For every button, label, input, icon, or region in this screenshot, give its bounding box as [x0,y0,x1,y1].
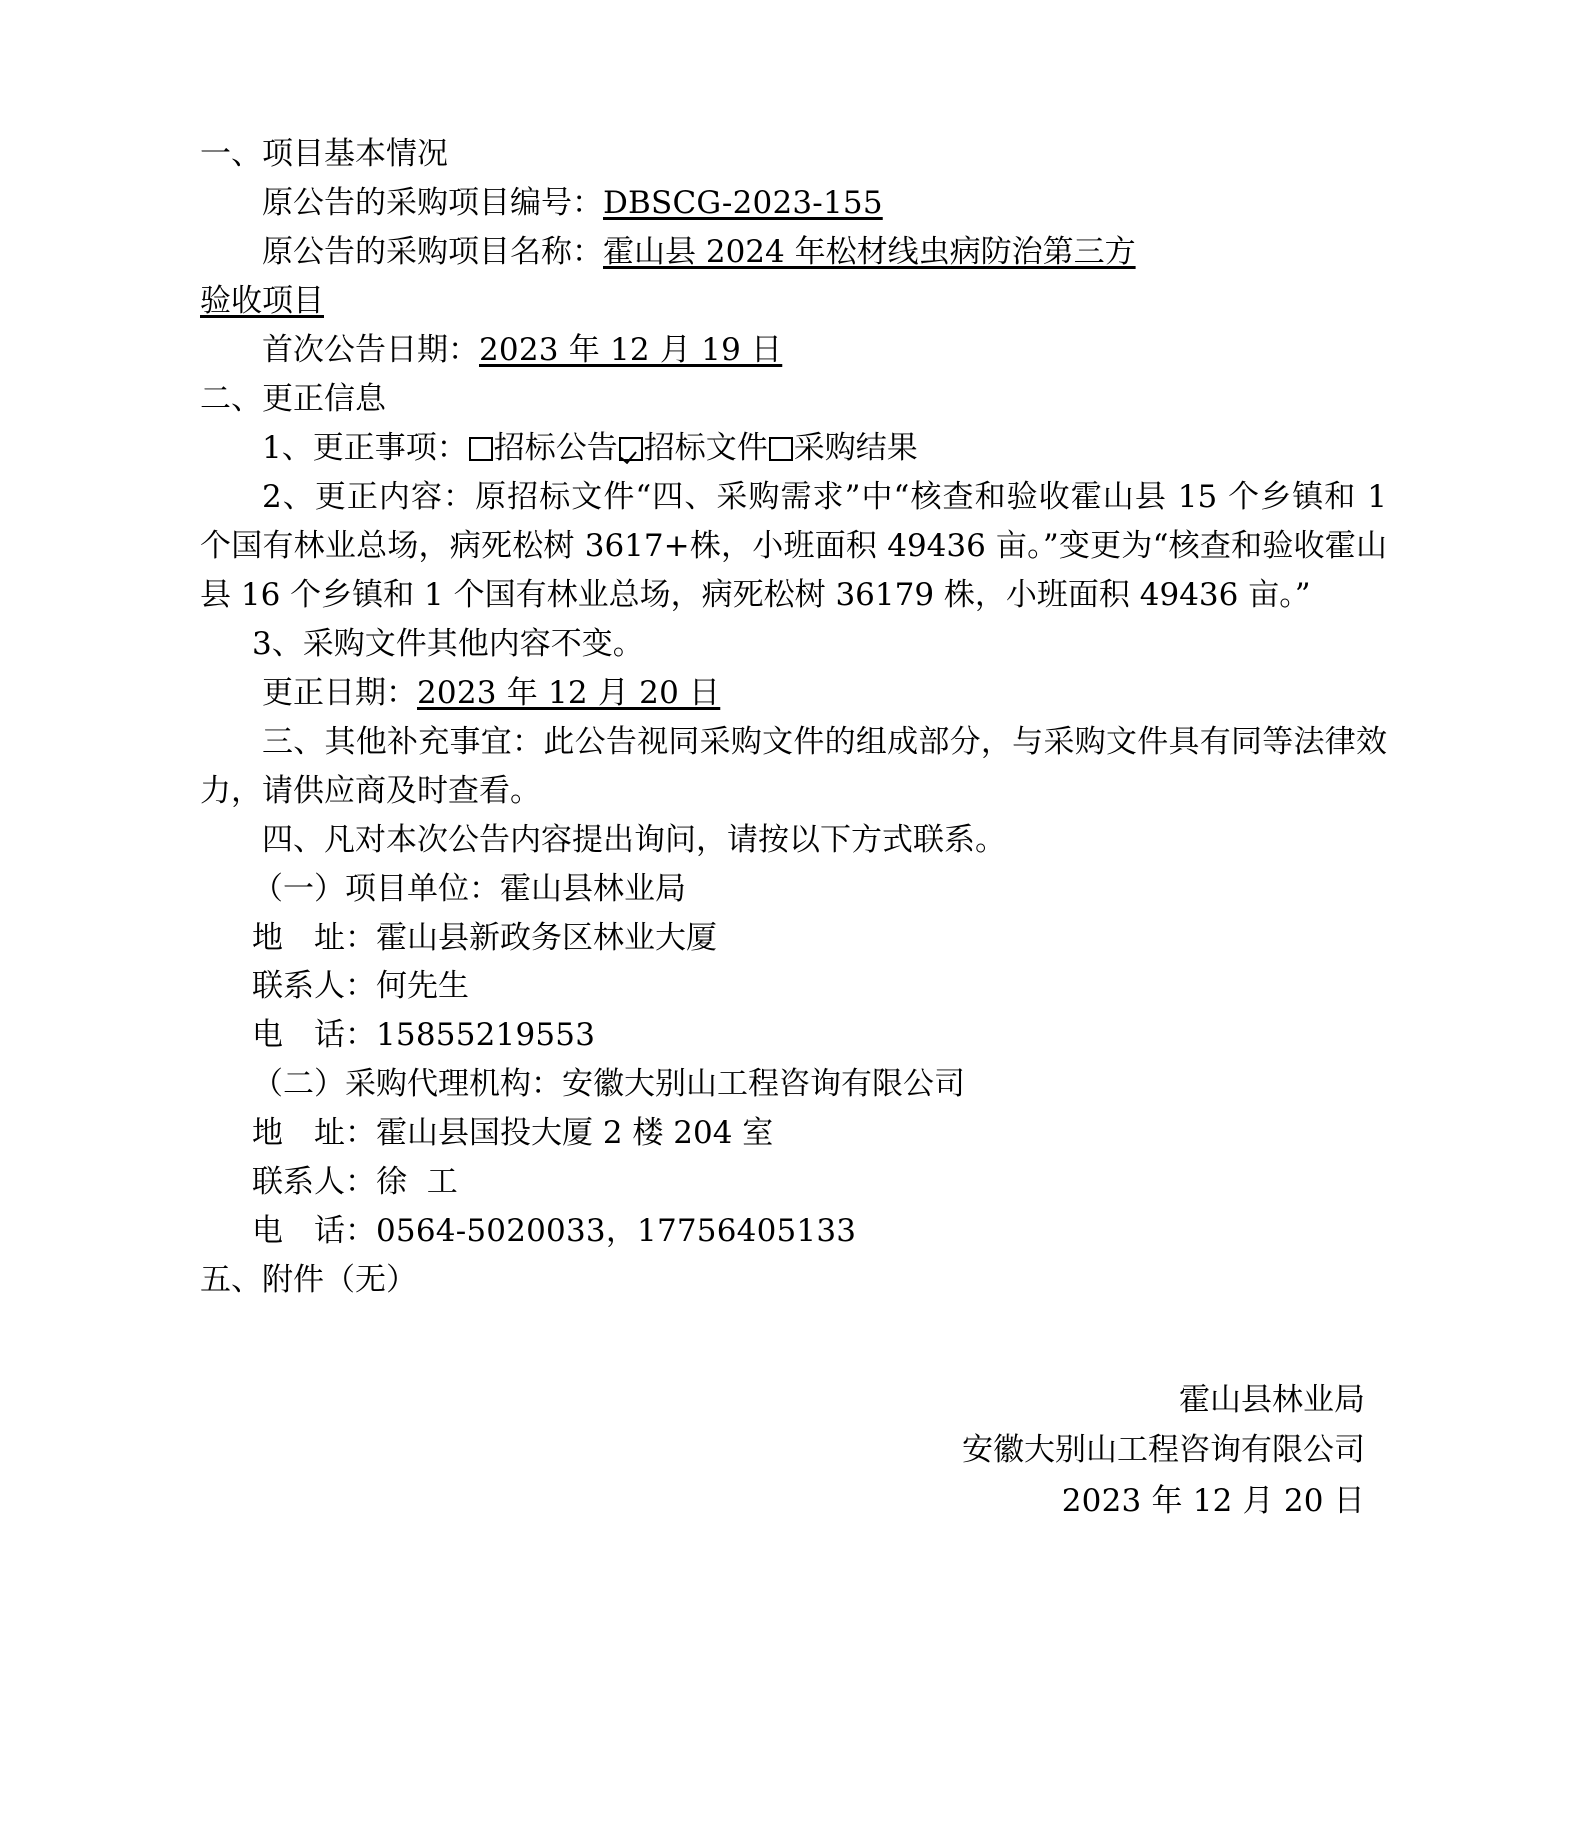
project-name-row [200,228,1387,277]
correction-item3: 3、采购文件其他内容不变。 [252,625,644,662]
correction-content-text: 原招标文件“四、采购需求”中“核查和验收霍山县 15 个乡镇和 1 个国有林业总场，病死松树 3617+株，小班面积 49436 亩。”变更为“核查和验收霍山县 16 个乡镇和 1 个国有林业总场，病死松树 36179 株，小班面积 49436 亩。” [200,478,1387,613]
checkbox-tender-document[interactable] [619,437,643,461]
agency-address-value: 霍山县国投大厦 2 楼 204 室 [376,1115,774,1152]
document-body [200,130,1387,1526]
unit-address-label: 地 址： [252,919,376,956]
project-name-value-line1: 霍山县 2024 年松材线虫病防治第三方 [603,233,1136,270]
unit-address-row [200,914,1387,963]
project-name-label: 原公告的采购项目名称： [262,233,603,270]
checkbox-purchase-result[interactable] [769,437,793,461]
section5-heading: 五、附件（无） [200,1262,417,1299]
unit-phone-value: 15855219553 [376,1017,596,1054]
unit-contact-value: 何先生 [376,968,469,1005]
unit-phone-label: 电 话： [252,1017,376,1054]
agency-address-label: 地 址： [252,1115,376,1152]
unit-title: （一）项目单位：霍山县林业局 [252,870,686,907]
checkbox-label-tender-notice: 招标公告 [493,429,618,466]
signature-block [200,1375,1387,1526]
first-notice-label: 首次公告日期： [262,331,479,368]
unit-address-value: 霍山县新政务区林业大厦 [376,919,717,956]
signature-line-2: 安徽大别山工程咨询有限公司 [962,1432,1365,1469]
unit-contact-row [200,962,1387,1011]
correction-items-label: 1、更正事项： [262,429,468,466]
project-number-row [200,179,1387,228]
correction-date-row [200,669,1387,718]
signature-date: 2023 年 12 月 20 日 [1061,1482,1365,1519]
correction-date-label: 更正日期： [262,674,417,711]
section1-heading: 一、项目基本情况 [200,136,448,172]
correction-content-paragraph [200,473,1387,620]
unit-phone-row [200,1011,1387,1060]
correction-content-label: 2、更正内容： [262,478,476,515]
section4-heading: 四、凡对本次公告内容提出询问，请按以下方式联系。 [262,821,1006,858]
unit-contact-label: 联系人： [252,968,376,1005]
correction-date-value: 2023 年 12 月 20 日 [417,674,721,711]
agency-contact-row [200,1158,1387,1207]
agency-address-row [200,1109,1387,1158]
agency-contact-value: 徐 工 [376,1164,458,1201]
project-name-row-cont [200,277,1387,326]
signature-line-1: 霍山县林业局 [1179,1382,1365,1419]
agency-phone-row [200,1207,1387,1256]
section3-text: 此公告视同采购文件的组成部分，与采购文件具有同等法律效力，请供应商及时查看。 [200,723,1388,809]
correction-items-row [200,424,1387,473]
section3-paragraph [200,718,1387,816]
agency-contact-label: 联系人： [252,1164,376,1201]
project-name-value-line2: 验收项目 [200,282,324,319]
project-number-label: 原公告的采购项目编号： [262,184,603,221]
first-notice-value: 2023 年 12 月 19 日 [479,331,783,368]
section3-heading: 三、其他补充事宜： [262,723,544,760]
checkbox-tender-notice[interactable] [469,437,493,461]
checkbox-label-purchase-result: 采购结果 [793,429,918,466]
checkbox-label-tender-document: 招标文件 [643,429,768,466]
first-notice-row [200,326,1387,375]
agency-phone-value: 0564-5020033，17756405133 [376,1213,857,1250]
agency-title: （二）采购代理机构：安徽大别山工程咨询有限公司 [252,1066,965,1103]
project-number-value: DBSCG-2023-155 [603,184,883,221]
agency-phone-label: 电 话： [252,1213,376,1250]
section2-heading: 二、更正信息 [200,380,386,417]
